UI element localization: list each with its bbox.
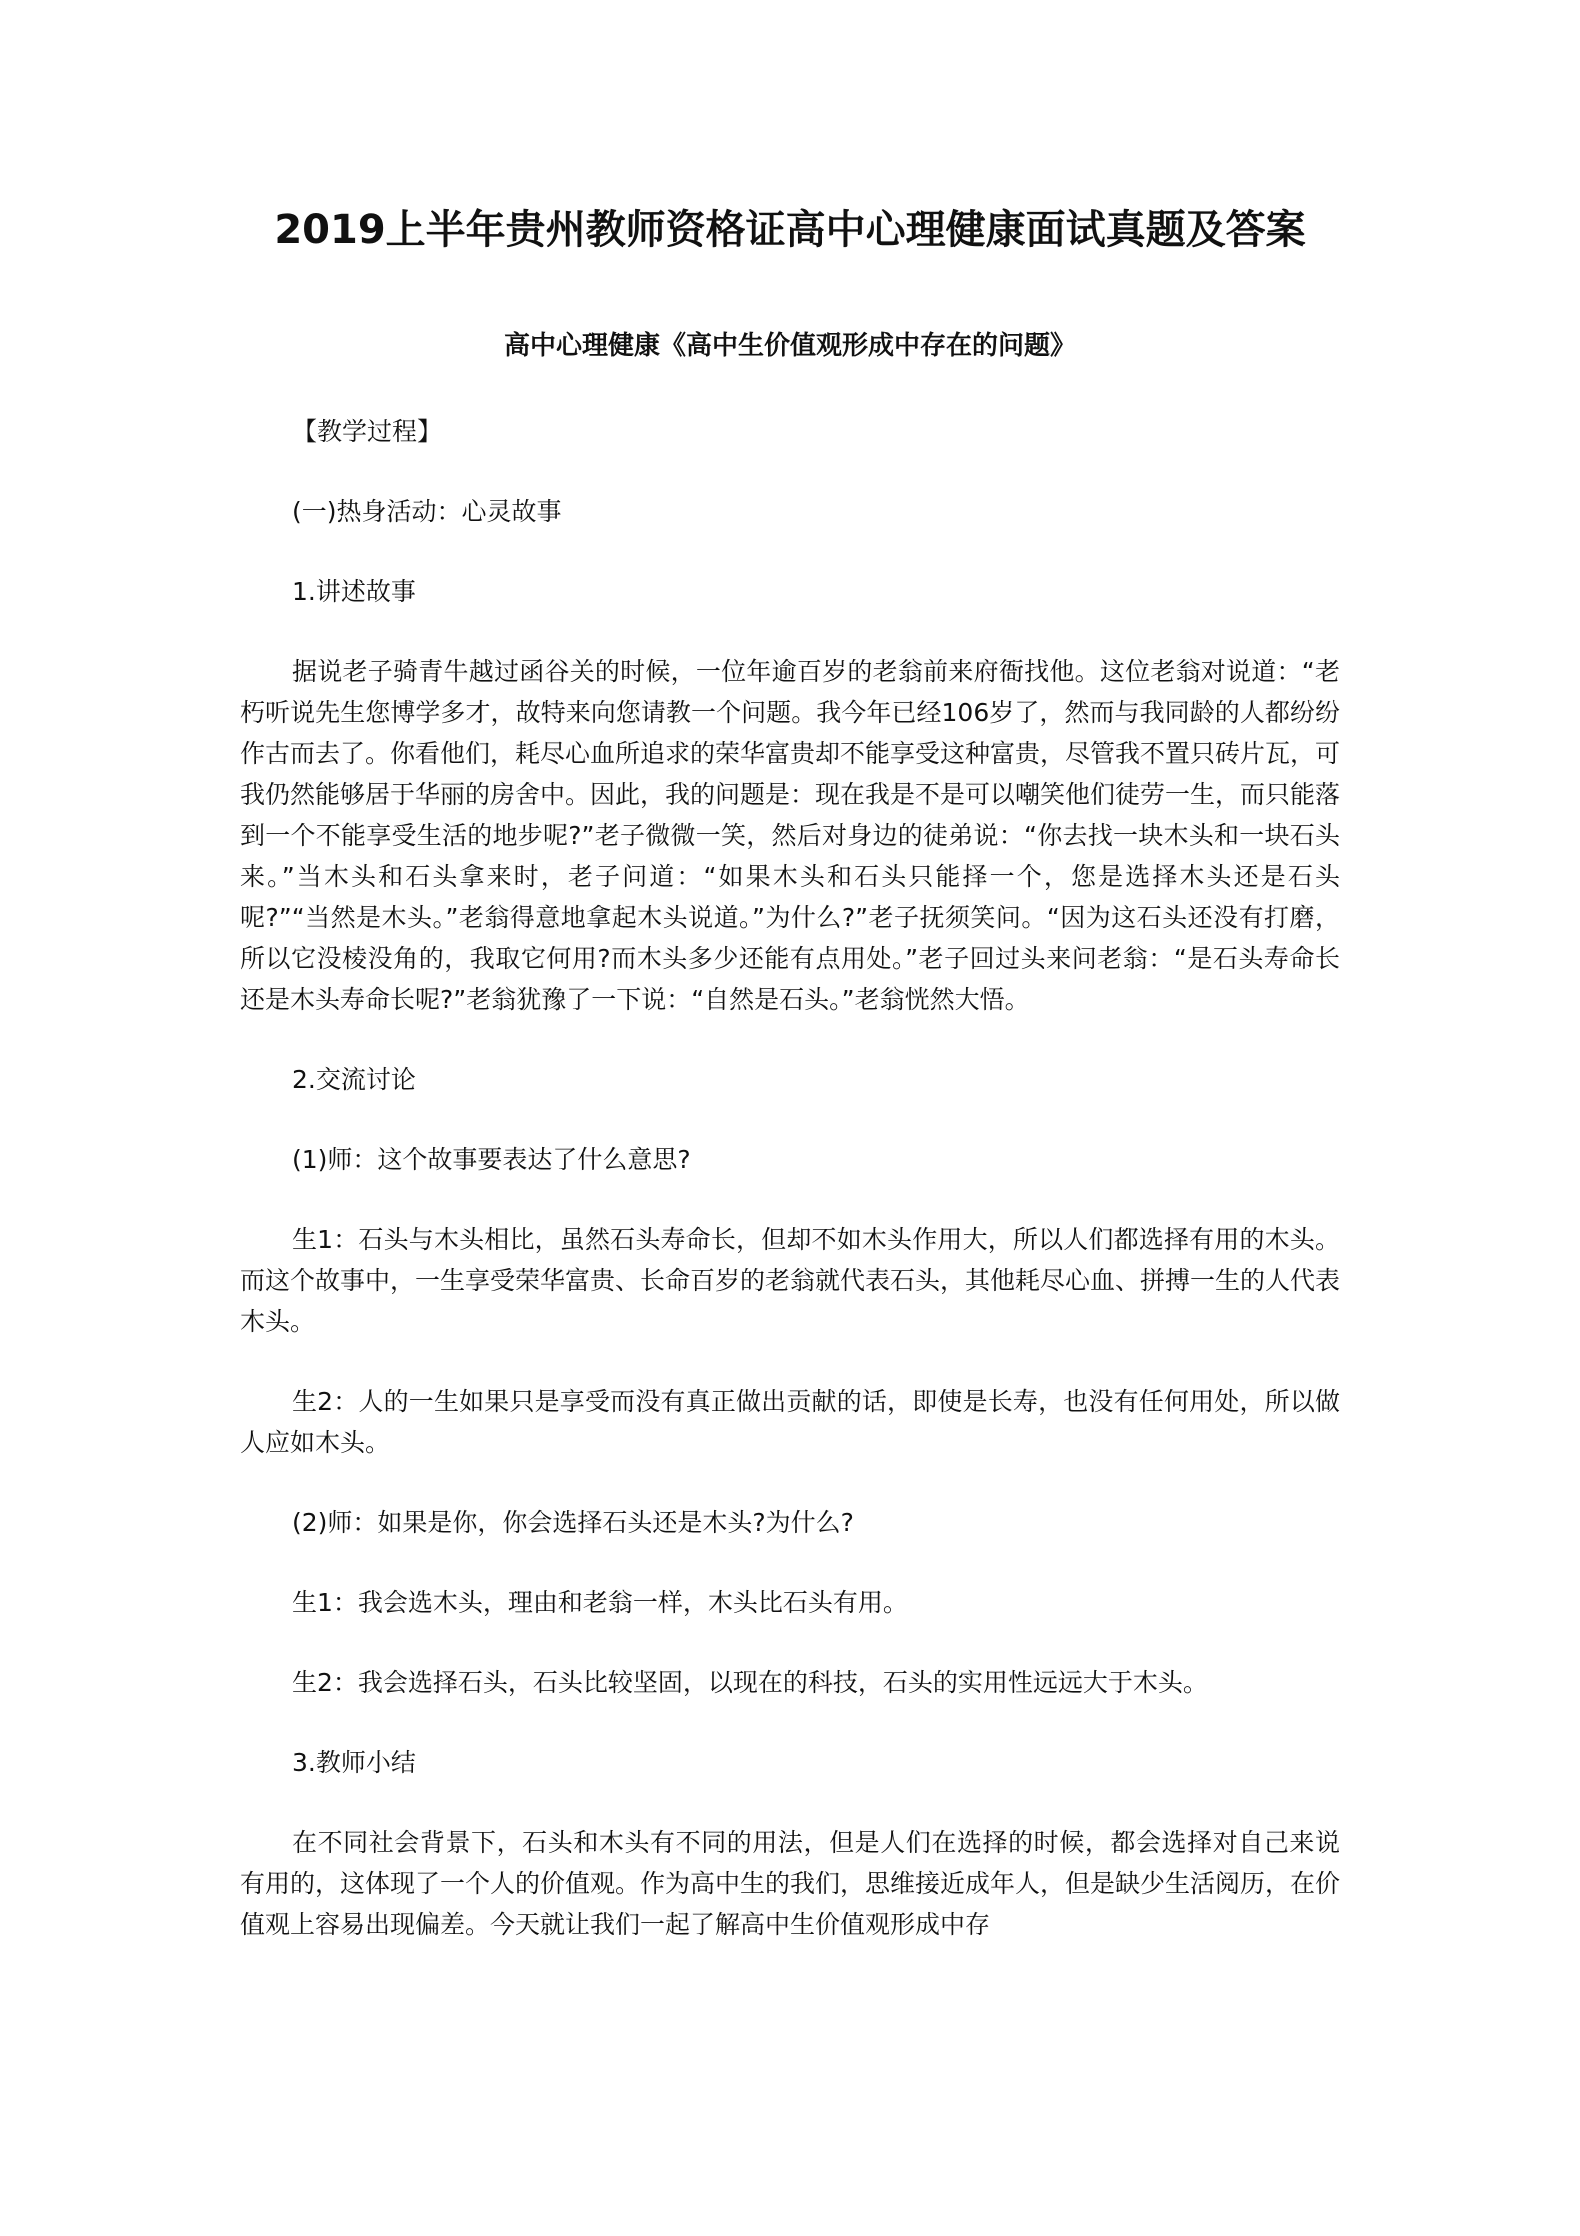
subheading-tell-story: 1.讲述故事 (292, 577, 416, 606)
teacher-question-1: (1)师：这个故事要表达了什么意思? (292, 1145, 691, 1174)
document-page (240, 200, 1340, 1945)
student-2-answer-1: 生2：人的一生如果只是享受而没有真正做出贡献的话，即使是长寿，也没有任何用处，所以做人应如木头。 (240, 1387, 1340, 1457)
student-1-answer-2: 生1：我会选木头，理由和老翁一样，木头比石头有用。 (292, 1588, 908, 1617)
summary-paragraph: 在不同社会背景下，石头和木头有不同的用法，但是人们在选择的时候，都会选择对自己来说有用的，这体现了一个人的价值观。作为高中生的我们，思维接近成年人，但是缺少生活阅历，在价值观上容易出现偏差。今天就让我们一起了解高中生价值观形成中存 (240, 1828, 1341, 1939)
section-heading-teaching-process: 【教学过程】 (292, 417, 443, 446)
student-1-answer-1: 生1：石头与木头相比，虽然石头寿命长，但却不如木头作用大，所以人们都选择有用的木头。而这个故事中，一生享受荣华富贵、长命百岁的老翁就代表石头，其他耗尽心血、拼搏一生的人代表木头。 (240, 1225, 1341, 1336)
story-paragraph: 据说老子骑青牛越过函谷关的时候，一位年逾百岁的老翁前来府衙找他。这位老翁对说道：“老朽听说先生您博学多才，故特来向您请教一个问题。我今年已经106岁了，然而与我同龄的人都纷纷作古而去了。你看他们，耗尽心血所追求的荣华富贵却不能享受这种富贵，尽管我不置只砖片瓦，可我仍然能够居于华丽的房舍中。因此，我的问题是：现在我是不是可以嘲笑他们徒劳一生，而只能落到一个不能享受生活的地步呢?”老子微微一笑，然后对身边的徒弟说：“你去找一块木头和一块石头来。”当木头和石头拿来时，老子问道：“如果木头和石头只能择一个，您是选择木头还是石头呢?”“当然是木头。”老翁得意地拿起木头说道。”为什么?”老子抚须笑问。“因为这石头还没有打磨，所以它没棱没角的，我取它何用?而木头多少还能有点用处。”老子回过头来问老翁：“是石头寿命长还是木头寿命长呢?”老翁犹豫了一下说：“自然是石头。”老翁恍然大悟。 (240, 657, 1341, 1014)
section-heading-warmup: (一)热身活动：心灵故事 (292, 497, 562, 526)
document-subtitle: 高中心理健康《高中生价值观形成中存在的问题》 (503, 331, 1076, 361)
subheading-discussion: 2.交流讨论 (292, 1065, 416, 1094)
document-title: 2019上半年贵州教师资格证高中心理健康面试真题及答案 (274, 207, 1306, 253)
student-2-answer-2: 生2：我会选择石头，石头比较坚固，以现在的科技，石头的实用性远远大于木头。 (292, 1668, 1208, 1697)
subheading-teacher-summary: 3.教师小结 (292, 1748, 416, 1777)
teacher-question-2: (2)师：如果是你，你会选择石头还是木头?为什么? (292, 1508, 854, 1537)
